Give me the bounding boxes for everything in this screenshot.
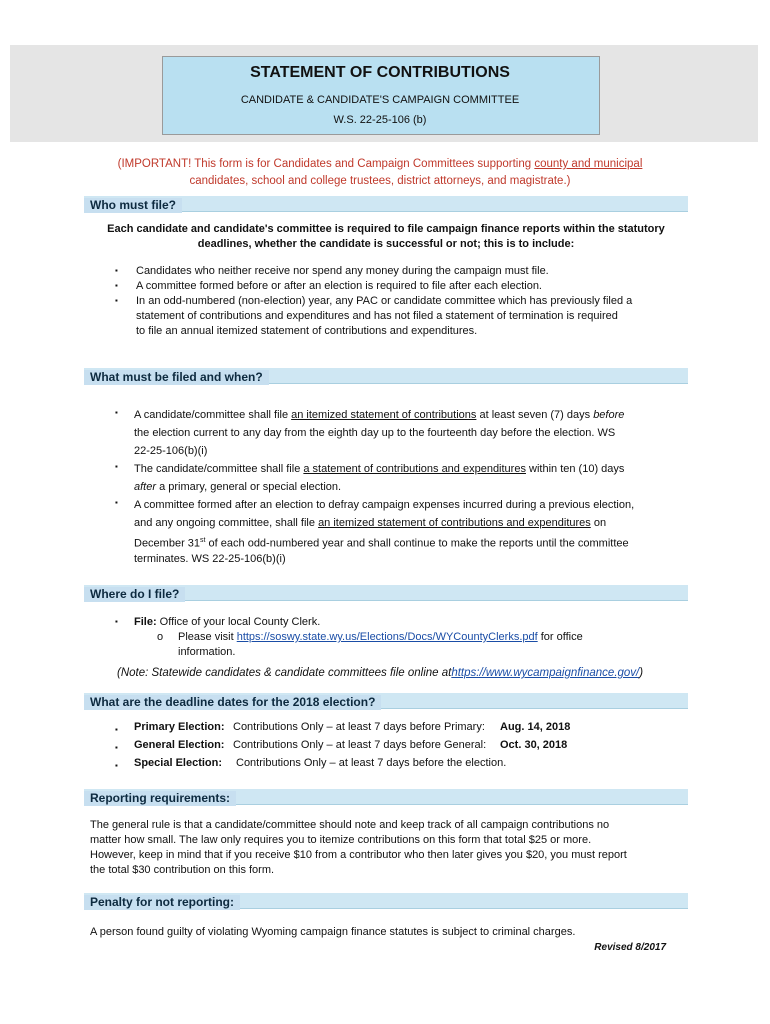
text-span: December 31: [134, 537, 201, 550]
text-span: for office: [537, 631, 583, 643]
bullet-icon: ▪: [115, 266, 118, 275]
superscript: st: [200, 537, 206, 544]
section-heading: Who must file?: [84, 198, 182, 213]
text-span: on: [590, 517, 607, 529]
where-note: [117, 666, 643, 681]
section-heading: What are the deadline dates for the 2018 election?: [84, 695, 381, 710]
text-span: of each odd-numbered year and shall continue to make the reports until the committee: [205, 537, 629, 550]
bullet-icon: ▪: [115, 498, 118, 507]
important-notice-line2: candidates, school and college trustees, district attorneys, and magistrate.): [189, 175, 571, 187]
who-intro-line2: deadlines, whether the candidate is successful or not; this is to include:: [197, 238, 575, 250]
who-bullet-3-line2: statement of contributions and expenditures and has not filed a statement of termination is required: [136, 310, 618, 322]
important-text: (IMPORTANT! This form is for Candidates and Campaign Committees supporting: [117, 158, 532, 170]
where-sub-line2: information.: [178, 646, 236, 658]
text-span: within ten (10) days: [525, 463, 625, 475]
bullet-icon: ▪: [115, 725, 118, 734]
bullet-icon: ▪: [115, 281, 118, 290]
who-bullet-3-line1: In an odd-numbered (non-election) year, any PAC or candidate committee which has previously filed a: [136, 295, 633, 307]
who-bullet-3-line3: to file an annual itemized statement of contributions and expenditures.: [136, 325, 478, 337]
bullet-icon: ▪: [115, 462, 118, 471]
section-what-header: [84, 368, 688, 384]
section-heading: What must be filed and when?: [84, 370, 269, 385]
deadline-desc: Contributions Only – at least 7 days before Primary:: [233, 721, 485, 733]
deadline-label: Special Election:: [134, 757, 223, 769]
text-span: Office of your local County Clerk.: [156, 616, 321, 628]
reporting-line1: The general rule is that a candidate/committee should note and keep track of all campaign contributions no: [90, 819, 610, 831]
deadline-row-primary: [0, 720, 770, 735]
bullet-icon: ▪: [115, 761, 118, 770]
section-heading: Reporting requirements:: [84, 791, 236, 806]
form-title: STATEMENT OF CONTRIBUTIONS: [250, 64, 510, 81]
deadline-row-special: [0, 756, 770, 771]
text-span: (Note: Statewide candidates & candidate committees file online at: [117, 667, 452, 679]
underlined-term: an itemized statement of contributions and expenditures: [318, 517, 591, 529]
section-heading: Penalty for not reporting:: [84, 895, 240, 910]
what-bullet-2-line1: [134, 460, 624, 478]
section-where-header: [84, 585, 688, 601]
bullet-icon: ▪: [115, 617, 118, 626]
what-bullet-3-line4: terminates. WS 22-25-106(b)(i): [134, 553, 286, 565]
deadline-label: General Election:: [134, 739, 225, 751]
what-bullet-1-line3: 22-25-106(b)(i): [134, 445, 208, 457]
section-deadlines-header: [84, 693, 688, 709]
what-bullet-1-line2: the election current to any day from the eighth day up to the fourteenth day before the election. WS: [134, 427, 616, 439]
section-who-header: [84, 196, 688, 212]
circle-bullet-icon: o: [157, 631, 164, 643]
what-bullet-2-line2: [134, 478, 341, 496]
bullet-icon: ▪: [115, 296, 118, 305]
county-clerks-link[interactable]: https://soswy.state.wy.us/Elections/Docs/WYCountyClerks.pdf: [236, 631, 538, 643]
who-intro-line1: Each candidate and candidate's committee is required to file campaign finance reports within the statutory: [107, 223, 665, 235]
deadline-date: Aug. 14, 2018: [500, 721, 571, 733]
revised-date: Revised 8/2017: [594, 942, 666, 953]
bullet-icon: ▪: [115, 743, 118, 752]
what-bullet-1-line1: [134, 406, 624, 424]
deadline-desc: Contributions Only – at least 7 days before General:: [233, 739, 487, 751]
text-span: ): [639, 667, 644, 679]
reporting-line3: However, keep in mind that if you receive $10 from a contributor who then later gives you $20, you must report: [90, 849, 627, 861]
file-label: File:: [134, 616, 157, 628]
form-subtitle: CANDIDATE & CANDIDATE'S CAMPAIGN COMMITTEE: [240, 94, 520, 106]
who-bullet-2: A committee formed before or after an election is required to file after each election.: [136, 280, 542, 292]
text-span: The candidate/committee shall file: [134, 463, 304, 475]
where-sub-line1: [178, 630, 583, 645]
deadline-date: Oct. 30, 2018: [500, 739, 568, 751]
deadline-desc: Contributions Only – at least 7 days before the election.: [236, 757, 507, 769]
section-heading: Where do I file?: [84, 587, 185, 602]
text-span: A candidate/committee shall file: [134, 409, 292, 421]
important-link-text: county and municipal: [534, 158, 643, 170]
italic-term: after: [134, 481, 157, 493]
deadline-row-general: [0, 738, 770, 753]
text-span: a primary, general or special election.: [156, 481, 342, 493]
text-span: and any ongoing committee, shall file: [134, 517, 319, 529]
penalty-text: A person found guilty of violating Wyoming campaign finance statutes is subject to criminal charges.: [90, 926, 576, 938]
wycampaignfinance-link[interactable]: https://www.wycampaignfinance.gov/: [451, 667, 640, 679]
bullet-icon: ▪: [115, 408, 118, 417]
important-notice-line1: [60, 158, 700, 170]
where-file-line: [134, 615, 320, 630]
deadline-label: Primary Election:: [134, 721, 225, 733]
reporting-line4: the total $30 contribution on this form.: [90, 864, 275, 876]
section-reporting-header: [84, 789, 688, 805]
section-penalty-header: [84, 893, 688, 909]
what-bullet-3-line2: [134, 514, 606, 532]
who-bullet-1: Candidates who neither receive nor spend any money during the campaign must file.: [136, 265, 549, 277]
underlined-term: an itemized statement of contributions: [291, 409, 477, 421]
what-bullet-3-line1: A committee formed after an election to defray campaign expenses incurred during a previous election,: [134, 499, 635, 511]
reporting-line2: matter how small. The law only requires you to itemize contributions on this form that total $25 or more.: [90, 834, 592, 846]
italic-term: before: [593, 409, 625, 421]
underlined-term: a statement of contributions and expenditures: [303, 463, 526, 475]
text-span: Please visit: [178, 631, 237, 643]
text-span: at least seven (7) days: [476, 409, 594, 421]
form-statute: W.S. 22-25-106 (b): [333, 114, 427, 126]
